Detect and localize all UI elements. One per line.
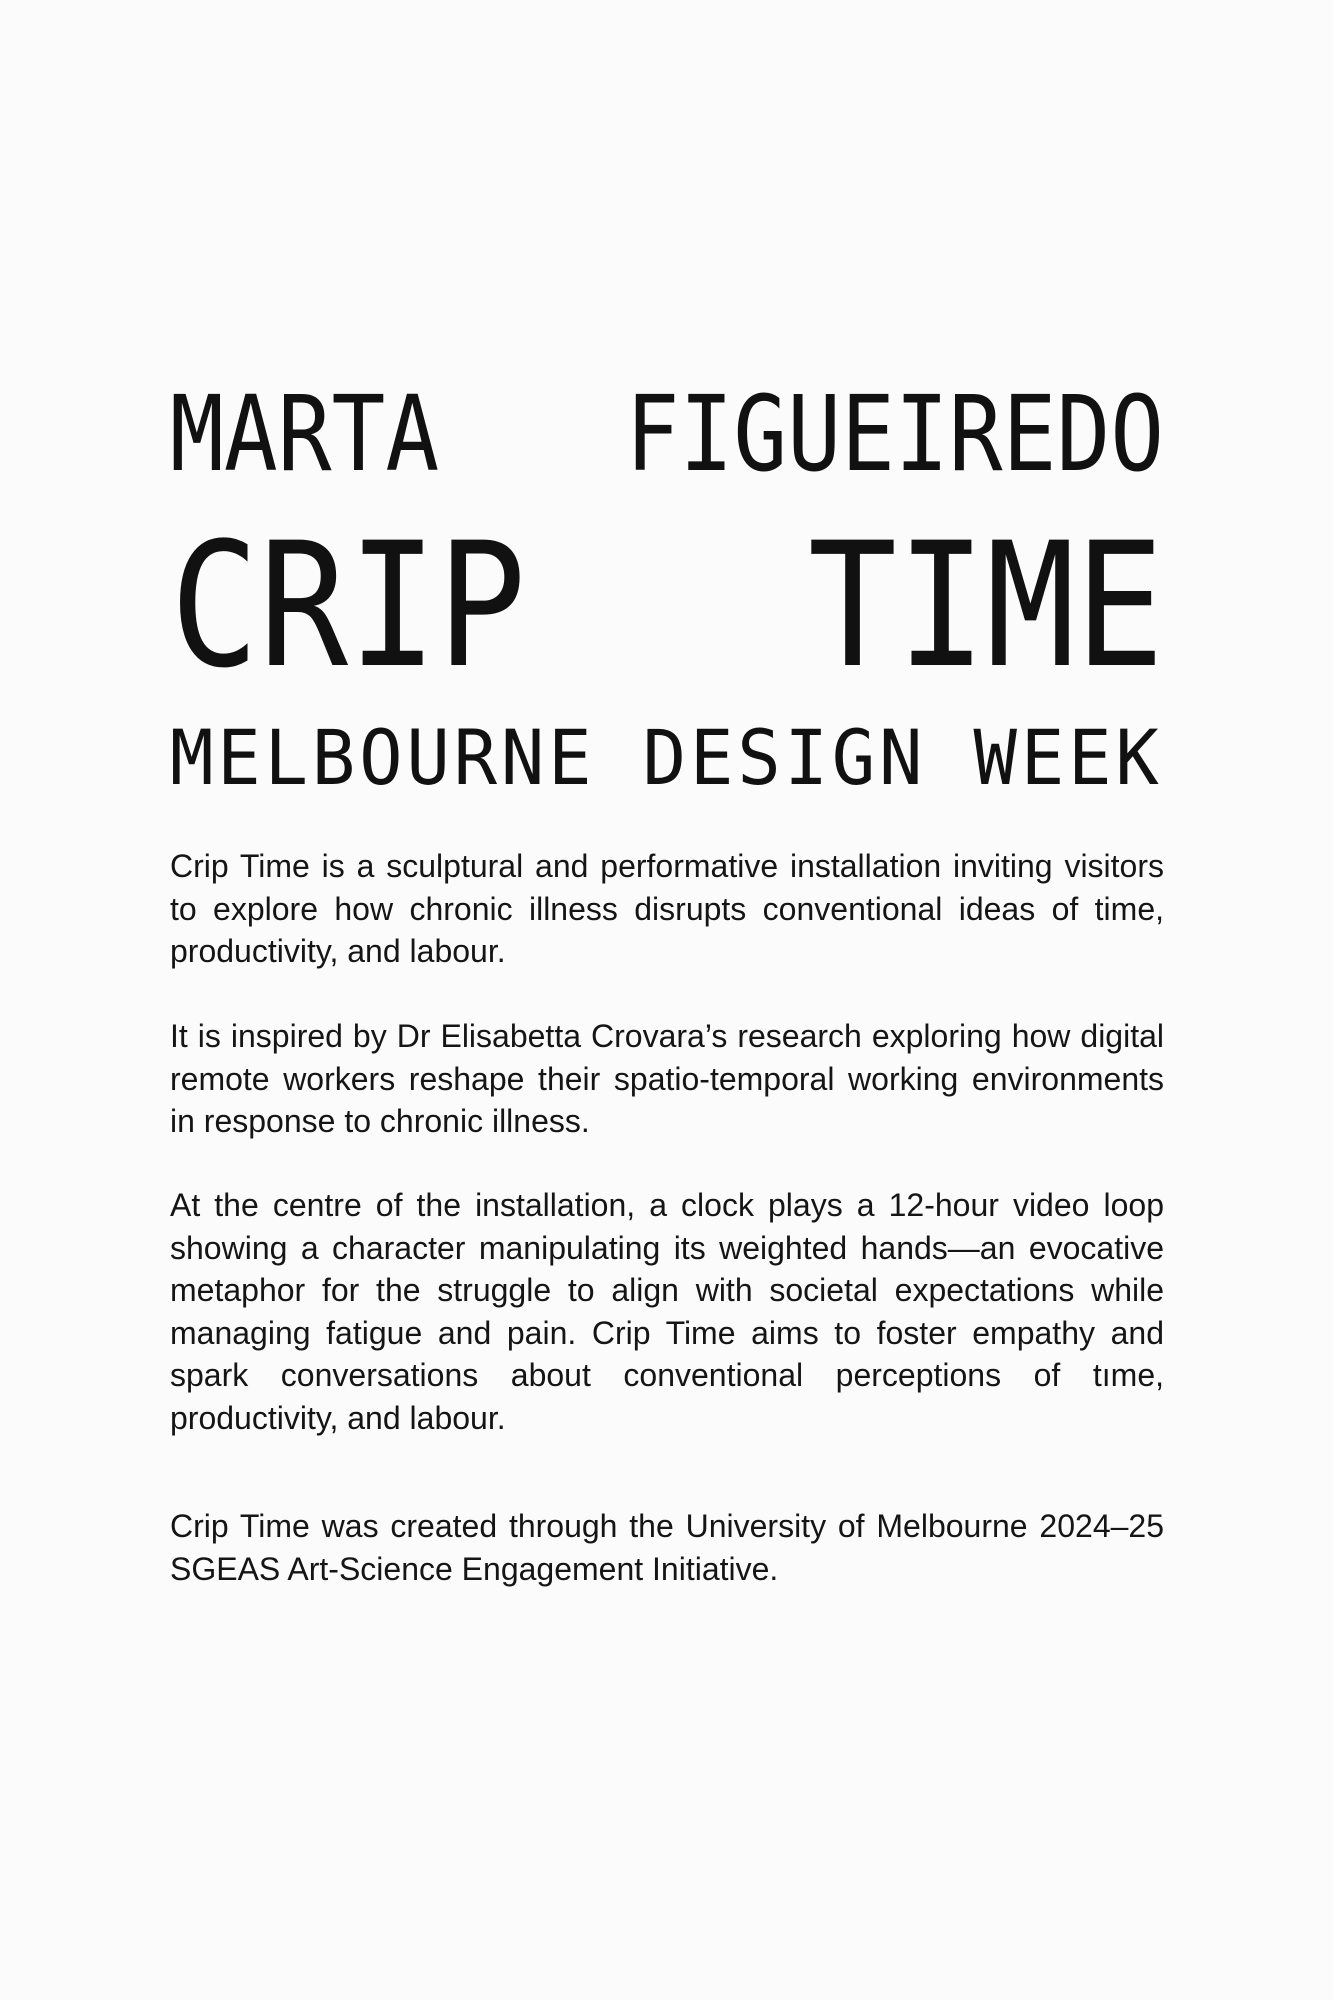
event-label: MELBOURNE DESIGN WEEK: [170, 713, 1163, 802]
description-paragraph-3: At the centre of the installation, a clock plays a 12-hour video loop showing a character manipulating its weighted hands—an evocative metaphor for the struggle to align with societal expectations while managing fatigue and pain. Crip Time aims to foster empathy and spark conversations about conventional perceptions of tıme, productivity, and labour.: [170, 1187, 1164, 1436]
title-word-2: TIME: [807, 505, 1165, 706]
exhibition-text-panel: [170, 0, 1164, 2000]
artist-last-name: FIGUEIREDO: [625, 373, 1165, 495]
exhibition-title: [170, 505, 1165, 706]
title-word-1: CRIP: [170, 505, 527, 706]
credit-paragraph: Crip Time was created through the University of Melbourne 2024–25 SGEAS Art-Science Engagement Initiative.: [170, 1508, 1164, 1587]
description-paragraph-1: Crip Time is a sculptural and performative installation inviting visitors to explore how chronic illness disrupts conventional ideas of time, productivity, and labour.: [170, 848, 1164, 969]
event-name: [170, 713, 1164, 802]
artist-name: [170, 373, 1165, 495]
artist-first-name: MARTA: [170, 373, 440, 495]
description-paragraph-2: It is inspired by Dr Elisabetta Crovara’s research exploring how digital remote workers reshape their spatio-temporal working environments in response to chronic illness.: [170, 1018, 1164, 1139]
